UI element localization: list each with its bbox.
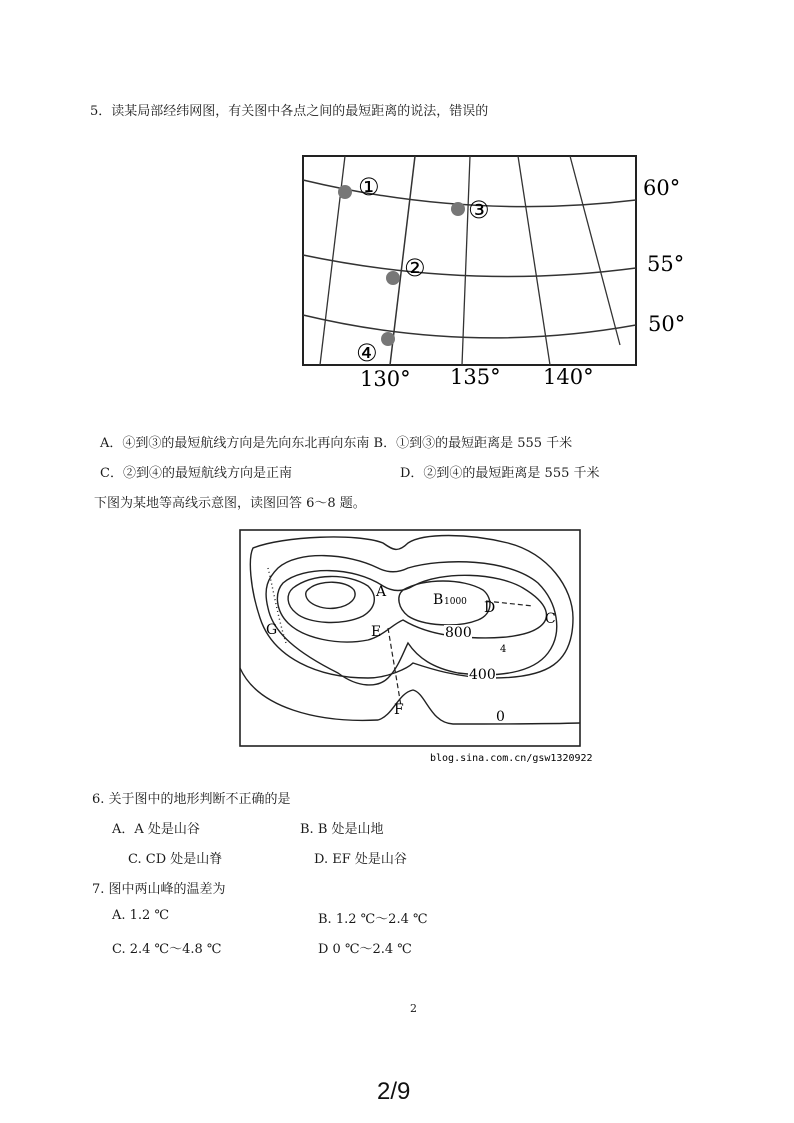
label-f: F [394,702,404,718]
map-frame [303,156,636,365]
contour-frame [240,530,580,746]
q5-stem: 5．读某局部经纬网图，有关图中各点之间的最短距离的说法，错误的 [90,104,489,119]
contour-tick-4: 4 [500,644,507,655]
lat-label-50: 50° [648,312,686,336]
q6-option-a: A．A 处是山谷 [112,822,200,837]
label-point-3: ③ [468,196,490,224]
q7-option-c: C. 2.4 ℃～4.8 ℃ [112,942,222,957]
q6-option-d: D. EF 处是山谷 [314,852,407,867]
lon-label-130: 130° [360,367,411,390]
label-b-mark: 1000 [444,597,467,607]
q7-option-d: D 0 ℃～2.4 ℃ [318,942,412,957]
label-g: G [266,622,278,638]
q5-option-d: D．②到④的最短距离是 555 千米 [400,466,600,481]
contour-value-0: 0 [496,709,505,725]
intro-6-8: 下图为某地等高线示意图，读图回答 6～8 题。 [94,496,366,511]
q7-option-b: B. 1.2 ℃～2.4 ℃ [318,912,428,927]
lon-label-140: 140° [543,365,594,389]
q6-stem: 6. 关于图中的地形判断不正确的是 [92,792,291,807]
q6-option-c: C. CD 处是山脊 [128,852,223,867]
page-number-small: 2 [410,1002,417,1015]
q7-option-a: A. 1.2 ℃ [112,908,170,923]
lon-label-135: 135° [450,365,501,389]
contour-map [238,528,608,768]
point-2 [386,271,400,285]
q5-option-c: C．②到④的最短航线方向是正南 [100,466,292,481]
label-b: B [433,592,444,608]
label-c: C [545,611,556,627]
point-3 [451,202,465,216]
label-a: A [376,584,387,600]
q7-stem: 7. 图中两山峰的温差为 [92,882,226,897]
label-point-1: ① [358,173,380,201]
graticule-map [290,150,690,390]
watermark: blog.sina.com.cn/gsw1320922 [430,753,593,764]
lat-label-60: 60° [643,176,681,200]
q6-option-b: B. B 处是山地 [300,822,384,837]
label-point-2: ② [404,254,426,282]
label-point-4: ④ [356,339,378,367]
point-1 [338,185,352,199]
lat-label-55: 55° [647,252,685,276]
label-e: E [371,624,382,640]
point-4 [381,332,395,346]
q5-option-a-b: A．④到③的最短航线方向是先向东北再向东南 B．①到③的最短距离是 555 千米 [100,436,573,451]
contour-value-400: 400 [469,667,496,683]
contour-value-800: 800 [445,625,472,641]
page-indicator: 2/9 [377,1078,411,1105]
label-d: D [484,600,496,616]
